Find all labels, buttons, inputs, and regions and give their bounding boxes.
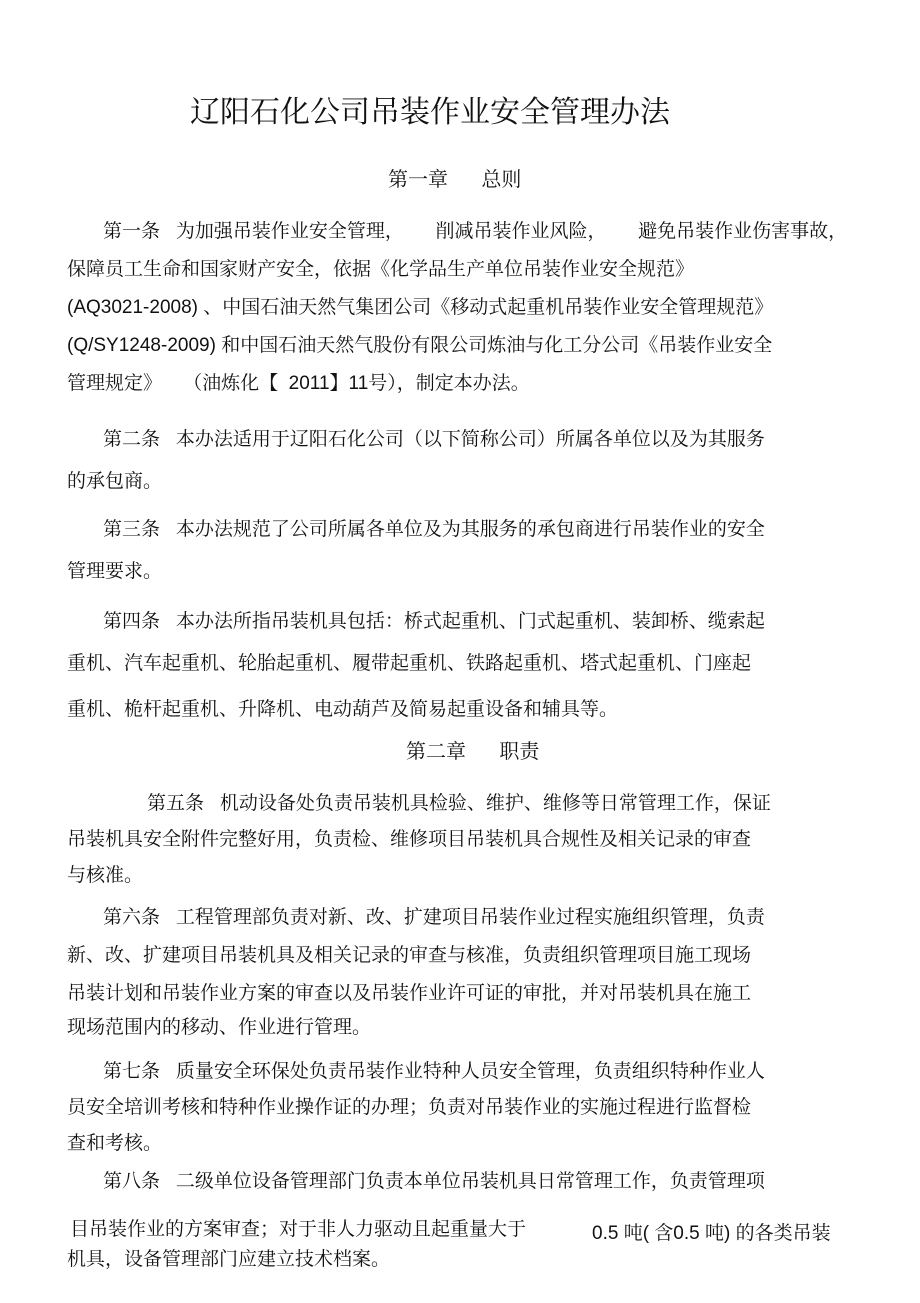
chapter-heading-1: 第一章 总则 — [388, 169, 522, 191]
article-3-line: 管理要求。 — [67, 561, 163, 582]
article-4-line: 重机、桅杆起重机、升降机、电动葫芦及简易起重设备和辅具等。 — [67, 699, 619, 720]
article-8-line: 第八条 二级单位设备管理部门负责本单位吊装机具日常管理工作，负责管理项 — [103, 1171, 765, 1192]
article-1-line: (Q/SY1248-2009) 和中国石油天然气股份有限公司炼油与化工分公司《吊装作业安全 — [67, 335, 773, 356]
article-6-line: 吊装计划和吊装作业方案的审查以及吊装作业许可证的审批，并对吊装机具在施工 — [67, 983, 752, 1004]
article-1-line: (AQ3021-2008) 、中国石油天然气集团公司《移动式起重机吊装作业安全管理规范》 — [67, 297, 774, 318]
article-2-line: 第二条 本办法适用于辽阳石化公司（以下简称公司）所属各单位以及为其服务 — [103, 429, 765, 450]
article-7-line: 员安全培训考核和特种作业操作证的办理；负责对吊装作业的实施过程进行监督检 — [67, 1097, 752, 1118]
article-7-line: 查和考核。 — [67, 1133, 163, 1154]
article-4-line: 第四条 本办法所指吊装机具包括：桥式起重机、门式起重机、装卸桥、缆索起 — [103, 611, 765, 632]
article-6-line: 第六条 工程管理部负责对新、改、扩建项目吊装作业过程实施组织管理，负责 — [103, 907, 765, 928]
article-2-line: 的承包商。 — [67, 471, 163, 492]
article-5-line: 吊装机具安全附件完整好用，负责检、维修项目吊装机具合规性及相关记录的审查 — [67, 829, 752, 850]
article-8-line: 0.5 吨( 含0.5 吨) 的各类吊装 — [592, 1223, 831, 1244]
article-1-line: 第一条 为加强吊装作业安全管理， 削减吊装作业风险， 避免吊装作业伤害事故， — [103, 221, 848, 242]
article-6-line: 现场范围内的移动、作业进行管理。 — [67, 1017, 372, 1038]
article-1-line: 管理规定》 （油炼化【 2011】11号），制定本办法。 — [67, 373, 530, 394]
article-4-line: 重机、汽车起重机、轮胎起重机、履带起重机、铁路起重机、塔式起重机、门座起 — [67, 653, 752, 674]
article-5-line: 与核准。 — [67, 865, 144, 886]
document-title: 辽阳石化公司吊装作业安全管理办法 — [190, 96, 670, 129]
article-7-line: 第七条 质量安全环保处负责吊装作业特种人员安全管理，负责组织特种作业人 — [103, 1061, 765, 1082]
chapter-heading-2: 第二章 职责 — [406, 741, 540, 763]
article-8-line: 机具，设备管理部门应建立技术档案。 — [67, 1249, 391, 1270]
article-1-line: 保障员工生命和国家财产安全，依据《化学品生产单位吊装作业安全规范》 — [67, 259, 695, 280]
article-5-line: 第五条 机动设备处负责吊装机具检验、维护、维修等日常管理工作，保证 — [147, 793, 771, 814]
article-3-line: 第三条 本办法规范了公司所属各单位及为其服务的承包商进行吊装作业的安全 — [103, 519, 765, 540]
article-6-line: 新、改、扩建项目吊装机具及相关记录的审查与核准，负责组织管理项目施工现场 — [67, 945, 752, 966]
article-8-line: 目吊装作业的方案审查；对于非人力驱动且起重量大于 — [70, 1219, 527, 1240]
